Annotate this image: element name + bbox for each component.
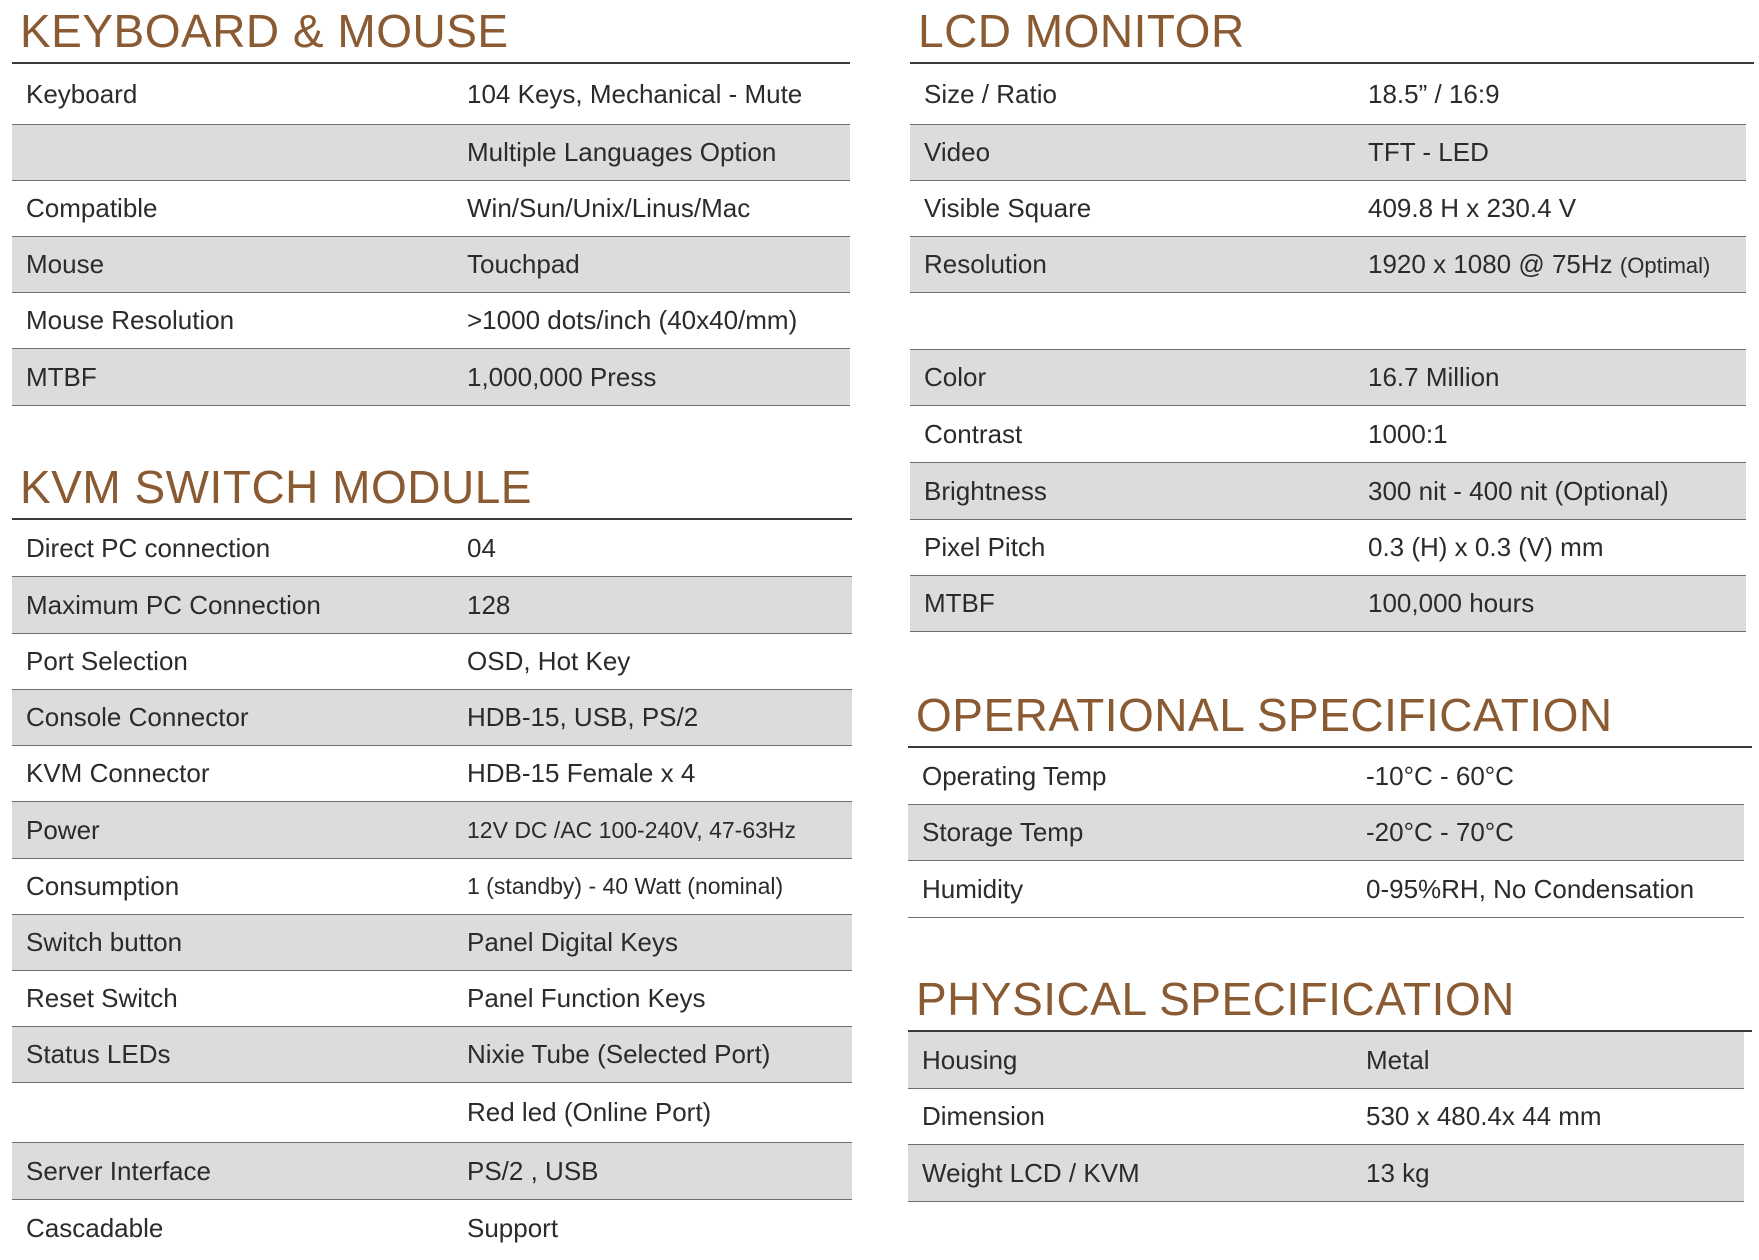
spec-label: Power	[26, 814, 100, 845]
spec-label: Maximum PC Connection	[26, 589, 321, 620]
spec-label: Console Connector	[26, 702, 249, 732]
physical-section	[908, 968, 1752, 1202]
spec-label: Color	[924, 362, 987, 392]
spec-value: 12V DC /AC 100-240V, 47-63Hz	[467, 816, 797, 843]
spec-row	[12, 915, 852, 971]
spec-value: Win/Sun/Unix/Linus/Mac	[467, 193, 751, 223]
spec-row	[908, 1032, 1744, 1089]
spec-value: 0-95%RH, No Condensation	[1366, 873, 1695, 904]
kvm-switch-section	[12, 456, 852, 1256]
spec-row	[12, 1200, 852, 1256]
spec-value: -10°C - 60°C	[1366, 760, 1514, 791]
spec-label: MTBF	[924, 588, 995, 618]
spec-row	[12, 1027, 852, 1083]
spec-value: 104 Keys, Mechanical - Mute	[467, 78, 803, 109]
spec-row	[908, 1089, 1744, 1145]
spec-row	[12, 971, 852, 1027]
spec-label: Visible Square	[924, 193, 1092, 223]
spec-row	[12, 181, 850, 237]
spec-label: Resolution	[924, 249, 1047, 279]
spec-row	[910, 181, 1746, 237]
spec-label: Video	[924, 137, 991, 167]
spec-label: Cascadable	[26, 1212, 164, 1243]
spec-value: 409.8 H x 230.4 V	[1368, 193, 1577, 223]
spec-value: 04	[467, 532, 496, 563]
spec-value: 16.7 Million	[1368, 362, 1500, 392]
spec-value: OSD, Hot Key	[467, 646, 631, 676]
spec-row	[908, 805, 1744, 861]
spec-value: Touchpad	[467, 249, 580, 279]
spec-value: 0.3 (H) x 0.3 (V) mm	[1368, 532, 1604, 562]
spec-label: Size / Ratio	[924, 78, 1057, 109]
spec-row	[12, 64, 850, 125]
spec-row	[12, 634, 852, 690]
spec-value: 1 (standby) - 40 Watt (nominal)	[467, 873, 784, 899]
spec-value: Nixie Tube (Selected Port)	[467, 1039, 771, 1069]
spec-value: 1,000,000 Press	[467, 361, 657, 392]
spec-row	[12, 577, 852, 634]
spec-value: Metal	[1366, 1044, 1430, 1075]
spec-row	[910, 350, 1746, 406]
spec-row	[910, 520, 1746, 576]
spec-value	[1368, 249, 1746, 280]
spec-value: -20°C - 70°C	[1366, 817, 1514, 847]
keyboard-mouse-heading: KEYBOARD & MOUSE	[12, 0, 850, 64]
spec-label: Dimension	[922, 1101, 1045, 1131]
spec-value: Panel Function Keys	[467, 983, 706, 1013]
spec-row	[910, 406, 1746, 463]
lcd-monitor-section	[910, 0, 1754, 632]
spec-row	[908, 861, 1744, 918]
spec-value: 300 nit - 400 nit (Optional)	[1368, 475, 1669, 506]
spec-label: Keyboard	[26, 78, 138, 109]
spec-row	[910, 237, 1746, 293]
spec-label: Server Interface	[26, 1155, 211, 1186]
spec-row	[910, 463, 1746, 520]
spec-row	[12, 802, 852, 859]
spec-row	[12, 237, 850, 293]
spec-row	[910, 64, 1746, 125]
kvm-switch-heading: KVM SWITCH MODULE	[12, 456, 852, 520]
spec-label: Contrast	[924, 418, 1023, 449]
resolution-note: (Optimal)	[1619, 253, 1711, 278]
spec-label: Reset Switch	[26, 983, 178, 1013]
spec-value: Panel Digital Keys	[467, 927, 678, 957]
spec-row	[908, 1145, 1744, 1202]
resolution-value: 1920 x 1080 @ 75Hz	[1368, 249, 1613, 279]
spec-value: HDB-15 Female x 4	[467, 758, 696, 788]
spec-label: MTBF	[26, 361, 97, 392]
spec-label: Housing	[922, 1044, 1018, 1075]
spec-label: Status LEDs	[26, 1039, 171, 1069]
spec-label: Brightness	[924, 475, 1047, 506]
spec-value: HDB-15, USB, PS/2	[467, 702, 699, 732]
spec-label: Operating Temp	[922, 760, 1107, 791]
keyboard-mouse-section	[12, 0, 850, 406]
spec-row	[12, 293, 850, 349]
spec-label: Storage Temp	[922, 817, 1084, 847]
spec-label: KVM Connector	[26, 758, 210, 788]
spec-label: Mouse Resolution	[26, 305, 235, 335]
spec-row	[910, 125, 1746, 181]
spec-value: PS/2 , USB	[467, 1155, 599, 1186]
spec-label: Pixel Pitch	[924, 532, 1046, 562]
spec-label: Weight LCD / KVM	[922, 1157, 1140, 1188]
spec-value: TFT - LED	[1368, 137, 1489, 167]
spec-row	[12, 349, 850, 406]
lcd-monitor-heading: LCD MONITOR	[910, 0, 1754, 64]
spec-row	[908, 748, 1744, 805]
physical-heading: PHYSICAL SPECIFICATION	[908, 968, 1752, 1032]
spec-label: Direct PC connection	[26, 532, 271, 563]
spec-row	[12, 1143, 852, 1200]
spec-row	[910, 576, 1746, 632]
spec-row	[12, 520, 852, 577]
spec-value: 530 x 480.4x 44 mm	[1366, 1101, 1602, 1131]
spec-label: Consumption	[26, 871, 180, 901]
spec-label: Switch button	[26, 927, 183, 957]
spec-label: Humidity	[922, 873, 1024, 904]
spec-value: >1000 dots/inch (40x40/mm)	[467, 305, 798, 335]
spec-row	[12, 859, 852, 915]
spec-value: 18.5” / 16:9	[1368, 78, 1500, 109]
spec-row	[12, 1083, 852, 1143]
operational-heading: OPERATIONAL SPECIFICATION	[908, 684, 1752, 748]
spec-label: Compatible	[26, 193, 158, 223]
spec-value: 1000:1	[1368, 418, 1448, 449]
spec-row	[12, 746, 852, 802]
spec-value: 128	[467, 589, 511, 620]
spec-value: 100,000 hours	[1368, 588, 1535, 618]
spec-value: Red led (Online Port)	[467, 1097, 712, 1127]
spec-label: Port Selection	[26, 646, 188, 676]
spec-label: Mouse	[26, 249, 105, 279]
spec-value: Multiple Languages Option	[467, 137, 777, 167]
spec-value: Support	[467, 1212, 559, 1243]
spec-row	[12, 690, 852, 746]
spec-value: 13 kg	[1366, 1157, 1430, 1188]
spec-row	[12, 125, 850, 181]
operational-section	[908, 684, 1752, 918]
spec-row-empty	[910, 293, 1746, 350]
